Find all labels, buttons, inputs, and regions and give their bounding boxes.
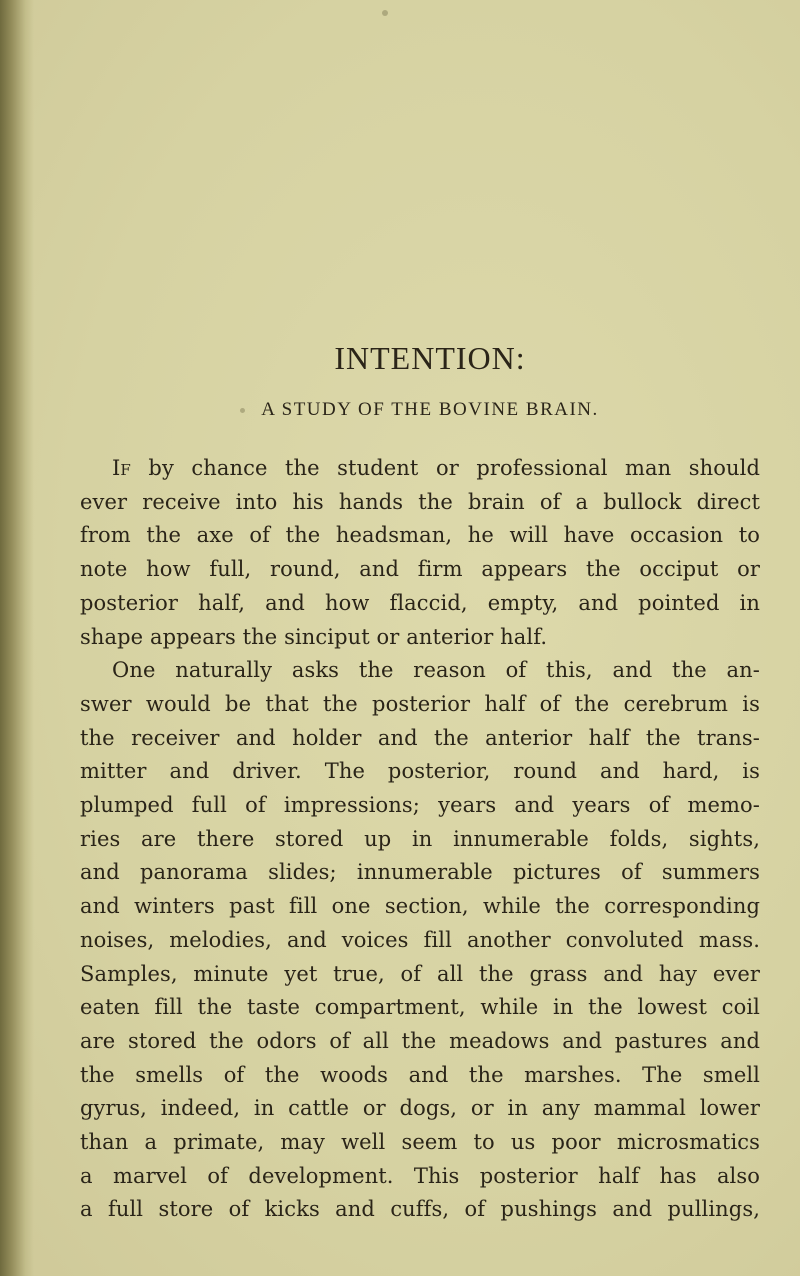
text-line: Samples, minute yet true, of all the grass and hay ever: [80, 961, 760, 986]
page-spine-shadow: [0, 0, 34, 1276]
paragraph-2: [80, 654, 760, 1227]
drop-word: If: [112, 456, 131, 480]
text-line: If by chance the student or professional man should: [112, 456, 760, 480]
text-line: plumped full of impressions; years and years of memo-: [80, 793, 760, 818]
text-line: noises, melodies, and voices fill another convoluted mass.: [80, 927, 760, 952]
text-line: swer would be that the posterior half of the cerebrum is: [80, 691, 760, 716]
text-line: the smells of the woods and the marshes. The smell: [80, 1062, 760, 1087]
text-line: shape appears the sinciput or anterior half.: [80, 624, 548, 649]
chapter-title: INTENTION:: [334, 340, 526, 376]
text-line: a full store of kicks and cuffs, of pushings and pullings,: [80, 1197, 760, 1222]
text-line: than a primate, may well seem to us poor microsmatics: [80, 1130, 760, 1155]
paper-speck: [382, 10, 388, 16]
text-line: note how full, round, and firm appears the occiput or: [80, 557, 760, 582]
text-line: and winters past fill one section, while the corresponding: [80, 894, 760, 919]
body-text: [80, 452, 760, 1227]
text-line: from the axe of the headsman, he will have occasion to: [80, 523, 760, 548]
text-line: ever receive into his hands the brain of a bullock direct: [80, 489, 760, 514]
text-line: and panorama slides; innumerable pictures of summers: [80, 860, 760, 885]
text-line: One naturally asks the reason of this, and the an-: [112, 658, 760, 683]
text-line: posterior half, and how flaccid, empty, and pointed in: [80, 590, 760, 615]
text-line: the receiver and holder and the anterior half the trans-: [80, 725, 760, 750]
text-line: are stored the odors of all the meadows and pastures and: [80, 1028, 760, 1053]
chapter-subtitle: A STUDY OF THE BOVINE BRAIN.: [261, 399, 599, 420]
paragraph-1: [80, 452, 760, 654]
text-line: ries are there stored up in innumerable folds, sights,: [80, 826, 760, 851]
text-line: eaten fill the taste compartment, while in the lowest coil: [80, 995, 760, 1020]
text-line: gyrus, indeed, in cattle or dogs, or in any mammal lower: [80, 1096, 760, 1121]
text-line: mitter and driver. The posterior, round and hard, is: [80, 759, 760, 784]
text-line: a marvel of development. This posterior half has also: [80, 1163, 760, 1188]
